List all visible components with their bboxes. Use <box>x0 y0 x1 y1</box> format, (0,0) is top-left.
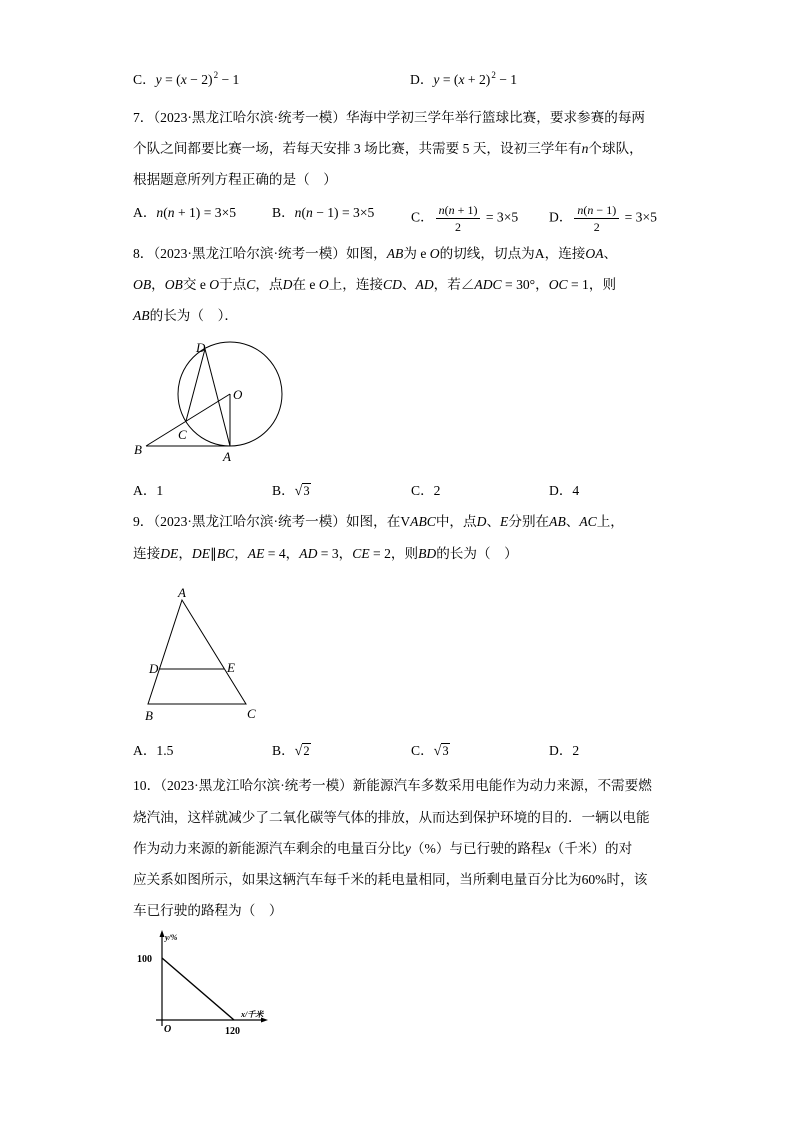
text-run: 的切线，切点为A，连接 <box>439 246 586 261</box>
text-run: 根据题意所列方程正确的是（ ） <box>133 172 337 187</box>
text-run: = 3， <box>317 546 353 561</box>
text-run: = ( <box>439 72 459 87</box>
math-variable: AB <box>386 246 404 261</box>
q10-stem-line-1 <box>133 776 652 796</box>
q8-option-d <box>549 481 579 501</box>
math-variable: D <box>282 277 293 292</box>
text-run: ， <box>151 277 165 292</box>
x-axis-label: x/千米 <box>241 1010 264 1019</box>
q9-option-b <box>272 741 311 761</box>
q8-stem-line-3 <box>133 306 238 326</box>
text-run: 分别在 <box>508 514 550 529</box>
math-variable: OC <box>548 277 568 292</box>
math-variable: OB <box>164 277 183 292</box>
square-root <box>295 741 311 762</box>
text-run: = 3×5 <box>482 209 519 225</box>
origin-label: O <box>164 1024 172 1035</box>
label-c: C <box>178 427 187 442</box>
text-run: C． <box>411 209 434 225</box>
math-variable: DE <box>160 546 179 561</box>
fraction <box>436 203 481 234</box>
text-run: B． <box>272 205 295 220</box>
q7-stem-line-3 <box>133 170 337 190</box>
q8-stem-line-2 <box>133 275 616 295</box>
text-run: − 1) <box>593 203 617 217</box>
text-run: = ( <box>161 72 181 87</box>
label-c: C <box>247 706 256 721</box>
text-run: = 1，则 <box>567 277 617 292</box>
text-run: D．2 <box>549 743 580 758</box>
text-run: 10．（2023·黑龙江哈尔滨·统考一模）新能源汽车多数采用电能作为动力来源，不需要燃 <box>133 778 652 793</box>
text-run: C． <box>411 743 434 758</box>
text-run: ( <box>301 205 306 220</box>
text-run: A．1.5 <box>133 743 174 758</box>
radical-sign: √ <box>433 744 442 759</box>
math-variable: OA <box>585 246 604 261</box>
text-run: 在 e <box>292 277 319 292</box>
q7-option-c <box>411 203 519 234</box>
q7-stem-line-2 <box>133 139 643 159</box>
math-variable: n <box>438 203 445 217</box>
q7-option-a <box>133 203 236 223</box>
q8-option-a <box>133 481 163 501</box>
math-variable: y <box>433 72 440 87</box>
y-axis-arrow-icon <box>160 930 165 937</box>
text-run: C．2 <box>411 483 441 498</box>
math-variable: AE <box>247 546 265 561</box>
text-run: C． <box>133 72 156 87</box>
text-run: ( <box>163 205 168 220</box>
text-run: 7．（2023·黑龙江哈尔滨·统考一模）华海中学初三学年举行篮球比赛，要求参赛的每两 <box>133 110 646 125</box>
text-run: 中，点 <box>435 514 477 529</box>
text-run: （%）与已行驶的路程 <box>410 841 545 856</box>
text-run: ( <box>444 203 449 217</box>
square-root <box>434 741 450 762</box>
q10-stem-line-5 <box>133 901 283 921</box>
math-variable: n <box>587 203 594 217</box>
math-variable: AB <box>133 308 150 323</box>
q10-stem-line-2 <box>133 808 650 828</box>
text-run: + 1) = 3×5 <box>174 205 237 220</box>
text-run: + 1) <box>454 203 478 217</box>
q9-option-c <box>411 741 450 761</box>
text-run: = 2，则 <box>369 546 419 561</box>
text-run: A． <box>133 205 157 220</box>
x-tick-120: 120 <box>225 1026 240 1037</box>
fraction <box>574 203 619 234</box>
q9-option-a <box>133 741 173 761</box>
q8-option-b <box>272 481 311 501</box>
segment-dc <box>186 349 205 421</box>
math-variable: y <box>404 841 411 856</box>
text-run: ，若∠ <box>433 277 475 292</box>
q9-stem-line-2 <box>133 544 518 564</box>
math-variable: ADC <box>474 277 502 292</box>
math-variable: E <box>500 514 509 529</box>
text-run: 个队之间都要比赛一场，若每天安排 3 场比赛，共需要 5 天，设初三学年有 <box>133 141 582 156</box>
text-run: ， <box>178 546 192 561</box>
battery-line <box>162 958 234 1020</box>
text-run: − 1) = 3×5 <box>312 205 375 220</box>
text-run: 2 <box>455 220 462 234</box>
radicand: 2 <box>303 744 310 758</box>
math-variable: AD <box>299 546 318 561</box>
math-variable: O <box>429 246 440 261</box>
q8-option-c <box>411 481 440 501</box>
math-variable: x <box>458 72 465 87</box>
math-variable: n <box>448 203 455 217</box>
radical-sign: √ <box>294 744 303 759</box>
text-run: − 1 <box>495 72 518 87</box>
text-run: 烧汽油，这样就减少了二氧化碳等气体的排放，从而达到保护环境的目的．一辆以电能 <box>133 810 650 825</box>
label-b: B <box>134 442 142 457</box>
fraction-denominator <box>594 219 600 234</box>
math-variable: OB <box>133 277 152 292</box>
label-e: E <box>227 660 235 675</box>
fraction-numerator <box>436 203 481 219</box>
triangle-abc <box>148 600 246 704</box>
label-d: D <box>149 661 159 676</box>
label-b: B <box>145 708 153 723</box>
math-variable: y <box>155 72 162 87</box>
text-run: 个球队， <box>588 141 643 156</box>
square-root <box>295 481 311 502</box>
math-variable: x <box>180 72 187 87</box>
text-run: 2 <box>593 220 600 234</box>
segment-ob <box>146 394 230 446</box>
math-variable: n <box>577 203 584 217</box>
math-variable: C <box>246 277 256 292</box>
text-run: 交 e <box>182 277 210 292</box>
text-run: 、 <box>565 514 580 529</box>
q7-option-b <box>272 203 374 223</box>
math-variable: DE <box>191 546 211 561</box>
math-variable: n <box>581 141 589 156</box>
q7-stem-line-1 <box>133 108 645 128</box>
math-variable: AB <box>549 514 566 529</box>
text-run: + 2) <box>464 72 491 87</box>
text-run: D． <box>410 72 434 87</box>
y-axis-label: y/% <box>165 933 178 942</box>
math-variable: AC <box>579 514 597 529</box>
math-variable: BD <box>418 546 437 561</box>
text-run: 应关系如图所示，如果这辆汽车每千米的耗电量相同，当所剩电量百分比为60%时，该 <box>133 872 648 887</box>
math-variable: CD <box>383 277 402 292</box>
text-run: 9．（2023·黑龙江哈尔滨·统考一模）如图，在V <box>133 514 411 529</box>
superscript: 2 <box>491 70 496 80</box>
y-tick-100: 100 <box>137 954 152 965</box>
text-run: D． <box>549 209 573 225</box>
text-run: 的长为（ ）． <box>149 308 238 323</box>
label-d: D <box>196 340 206 355</box>
text-run: B． <box>272 743 295 758</box>
math-variable: AD <box>415 277 434 292</box>
text-run: B． <box>272 483 295 498</box>
text-run: ，点 <box>255 277 283 292</box>
math-variable: O <box>209 277 220 292</box>
text-run: 、 <box>603 246 618 261</box>
q7-option-d <box>549 203 657 234</box>
q10-battery-graph <box>134 926 274 1038</box>
text-run: 上， <box>596 514 624 529</box>
math-variable: x <box>544 841 551 856</box>
math-variable: n <box>167 205 175 220</box>
text-run: = 3×5 <box>621 209 657 225</box>
text-run: ∥ <box>210 546 217 561</box>
math-variable: n <box>306 205 313 220</box>
text-run: （千米）的对 <box>550 841 633 856</box>
q9-stem-line-1 <box>133 512 624 532</box>
text-run: D．4 <box>549 483 580 498</box>
text-run: 8．（2023·黑龙江哈尔滨·统考一模）如图， <box>133 246 387 261</box>
q6-option-c <box>133 70 239 90</box>
label-o: O <box>233 387 243 402</box>
text-run: − 2) <box>186 72 213 87</box>
math-variable: CE <box>352 546 370 561</box>
fraction-numerator <box>574 203 619 219</box>
text-run: − 1 <box>218 72 240 87</box>
segment-da <box>205 349 230 446</box>
text-run: 的长为（ ） <box>436 546 518 561</box>
q10-stem-line-3 <box>133 839 632 859</box>
text-run: 为 e <box>403 246 430 261</box>
text-run: A．1 <box>133 483 164 498</box>
math-variable: D <box>476 514 487 529</box>
superscript: 2 <box>213 70 219 80</box>
q9-option-d <box>549 741 579 761</box>
text-run: 、 <box>401 277 416 292</box>
q10-stem-line-4 <box>133 870 647 890</box>
radicand: 3 <box>303 484 310 498</box>
math-variable: O <box>318 277 329 292</box>
text-run: 于点 <box>219 277 247 292</box>
text-run: 车已行驶的路程为（ ） <box>133 903 283 918</box>
text-run: ， <box>234 546 248 561</box>
text-run: 上，连接 <box>328 277 384 292</box>
text-run: ( <box>583 203 588 217</box>
radicand: 3 <box>442 744 449 758</box>
radical-sign: √ <box>294 484 303 499</box>
math-variable: ABC <box>410 514 436 529</box>
text-run: = 4， <box>264 546 300 561</box>
q9-triangle-figure <box>140 584 260 724</box>
fraction-denominator <box>455 219 461 234</box>
q6-option-d <box>410 70 517 90</box>
math-variable: n <box>294 205 302 220</box>
text-run: 、 <box>486 514 501 529</box>
label-a: A <box>178 585 186 600</box>
label-a: A <box>223 449 231 464</box>
text-run: 作为动力来源的新能源汽车剩余的电量百分比 <box>133 841 405 856</box>
math-variable: n <box>156 205 164 220</box>
q8-circle-tangent-figure <box>128 334 290 466</box>
text-run: 连接 <box>133 546 161 561</box>
math-variable: BC <box>216 546 235 561</box>
text-run: = 30°， <box>501 277 549 292</box>
q8-stem-line-1 <box>133 244 617 264</box>
